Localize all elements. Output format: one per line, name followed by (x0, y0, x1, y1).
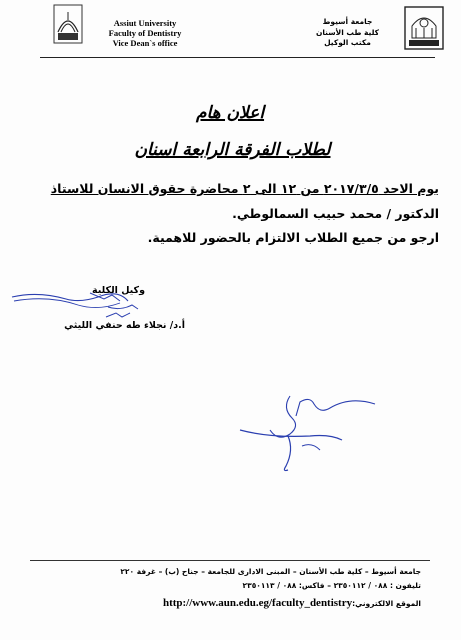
body-line-3: ارجو من جميع الطلاب الالتزام بالحضور للاهمية. (147, 230, 439, 245)
header-university-ar: جامعة أسيوط (322, 17, 373, 26)
footer-website-label: الموقع الالكتروني: (352, 599, 421, 608)
header-office-en: Vice Dean`s office (112, 38, 178, 48)
footer-phone: تليفون : ٠٨٨ / ٢٣٥٠١١٢ – فاكس: ٠٨٨ / ٢٣٥٠١١٣ (242, 581, 421, 590)
footer-website (163, 597, 421, 609)
footer-website-url[interactable]: http://www.aun.edu.eg/faculty_dentistry (162, 597, 353, 609)
body-line-1: يوم الاحد ٢٠١٧/٣/٥ من ١٢ الى ٢ محاضرة حقوق الانسان للاستاذ (50, 181, 439, 196)
header-faculty-en: Faculty of Dentistry (108, 28, 182, 38)
university-logo-icon (53, 4, 83, 44)
signatory-name: أ.د/ نجلاء طه حنفي الليثي (64, 320, 185, 331)
english-header (85, 18, 205, 48)
faculty-logo-icon (404, 6, 444, 50)
signature-mark-icon (230, 390, 380, 475)
footer-divider (30, 560, 430, 561)
footer-address: جامعة أسيوط – كلية طب الأسنان – المبنى الادارى للجامعة – جناح (ب) – غرفة ٢٢٠ (120, 567, 421, 576)
body-line-2: الدكتور / محمد حبيب السمالوطي. (232, 206, 439, 221)
announcement-subtitle: لطلاب الفرقة الرابعة اسنان (134, 140, 331, 160)
announcement-title: اعلان هام (195, 103, 265, 123)
arabic-header (300, 17, 395, 49)
header-divider (40, 57, 435, 58)
header-office-ar: مكتب الوكيل (324, 38, 371, 47)
signatory-title: وكيل الكلية (92, 285, 145, 296)
header-university-en: Assiut University (113, 18, 177, 28)
header-faculty-ar: كلية طب الأسنان (315, 27, 380, 37)
